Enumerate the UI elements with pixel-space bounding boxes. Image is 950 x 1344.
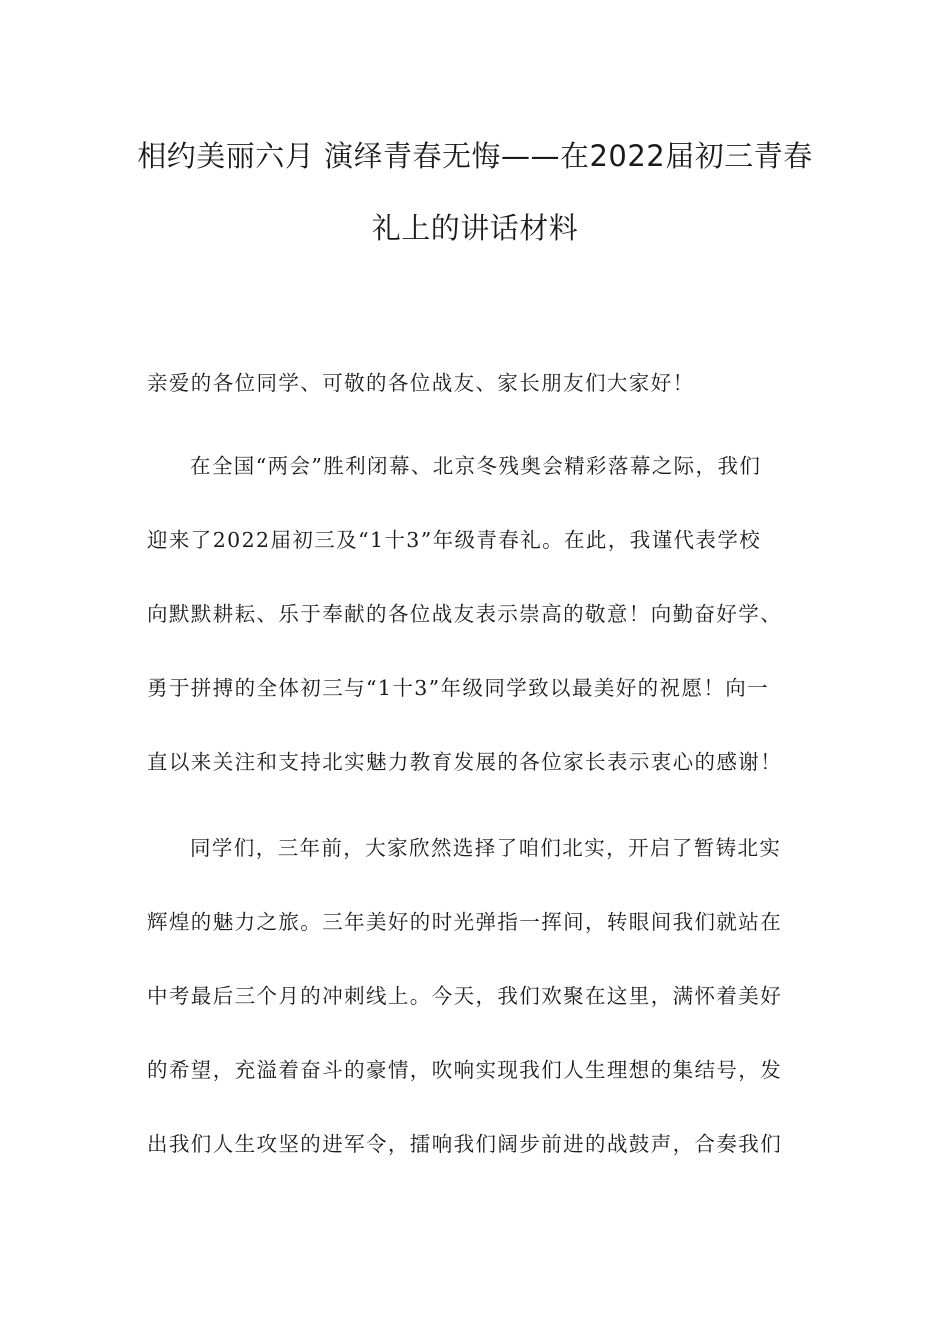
document-title-line-2: 礼上的讲话材料 <box>371 211 579 245</box>
paragraph-1-line-2: 迎来了2022届初三及“1十3”年级青春礼。在此，我谨代表学校 <box>147 528 762 552</box>
paragraph-1-line-1: 在全国“两会”胜利闭幕、北京冬残奥会精彩落幕之际，我们 <box>190 454 762 478</box>
document-title-line-1: 相约美丽六月 演绎青春无悔——在2022届初三青春 <box>137 139 813 173</box>
salutation-line: 亲爱的各位同学、可敬的各位战友、家长朋友们大家好！ <box>147 371 695 395</box>
paragraph-2-line-3: 中考最后三个月的冲刺线上。今天，我们欢聚在这里，满怀着美好 <box>147 984 783 1008</box>
paragraph-2-line-5: 出我们人生攻坚的进军令，擂响我们阔步前进的战鼓声，合奏我们 <box>147 1132 783 1156</box>
paragraph-2-line-4: 的希望，充溢着奋斗的豪情，吹响实现我们人生理想的集结号，发 <box>147 1058 783 1082</box>
paragraph-2-line-2: 辉煌的魅力之旅。三年美好的时光弹指一挥间，转眼间我们就站在 <box>147 910 783 934</box>
paragraph-1-line-3: 向默默耕耘、乐于奉献的各位战友表示崇高的敬意！向勤奋好学、 <box>147 602 783 626</box>
paragraph-2-line-1: 同学们，三年前，大家欣然选择了咱们北实，开启了暂铸北实 <box>190 836 782 860</box>
paragraph-1-line-5: 直以来关注和支持北实魅力教育发展的各位家长表示衷心的感谢！ <box>147 750 783 774</box>
paragraph-1-line-4: 勇于拼搏的全体初三与“1十3”年级同学致以最美好的祝愿！向一 <box>147 676 770 700</box>
